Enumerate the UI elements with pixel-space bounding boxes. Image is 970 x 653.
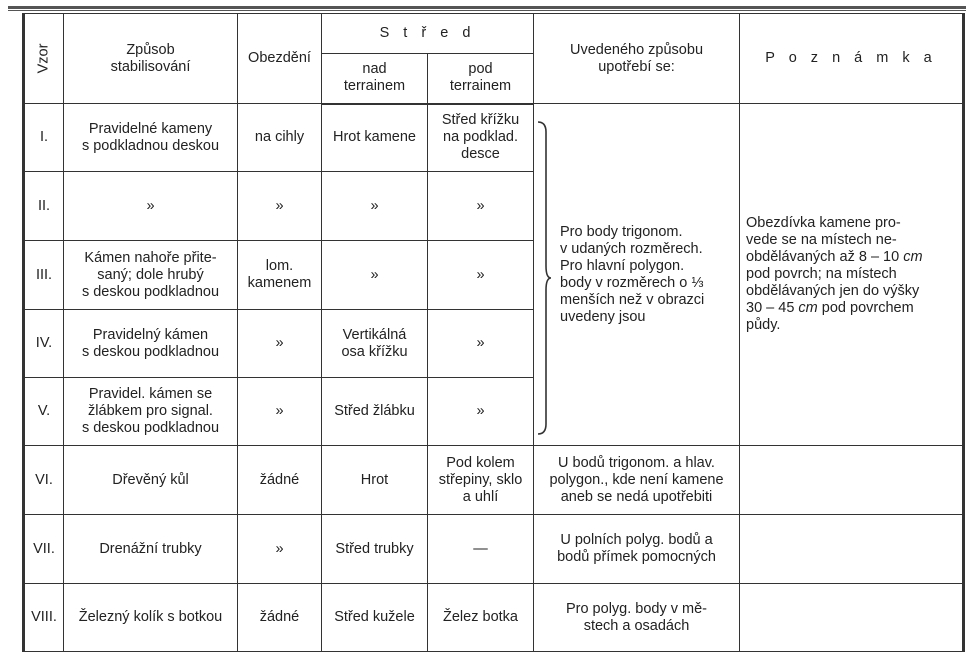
header-stred: S t ř e d — [322, 14, 534, 54]
cell-vzor: IV. — [24, 310, 64, 378]
cell-stred-nad: » — [322, 172, 428, 241]
cell-uziti-group — [534, 104, 740, 446]
table-row — [24, 446, 964, 515]
cell-obezdeni: na cihly — [238, 104, 322, 172]
header-pod: pod terrainem — [428, 54, 534, 104]
cell-vzor: VIII. — [24, 584, 64, 652]
cell-obezdeni: žádné — [238, 446, 322, 515]
cell-obezdeni: » — [238, 172, 322, 241]
cell-zpusob: Dřevěný kůl — [64, 446, 238, 515]
cell-vzor: VI. — [24, 446, 64, 515]
cell-stred-nad: Vertikálná osa křížku — [322, 310, 428, 378]
cell-stred-nad: » — [322, 241, 428, 310]
cell-stred-pod: » — [428, 172, 534, 241]
cell-uziti: U bodů trigonom. a hlav. polygon., kde není kamene aneb se nedá upotřebiti — [534, 446, 740, 515]
header-nad: nad terrainem — [322, 54, 428, 104]
cell-stred-pod: » — [428, 241, 534, 310]
cell-poznamka — [740, 515, 964, 584]
cell-stred-nad: Hrot kamene — [322, 104, 428, 172]
cell-zpusob: Železný kolík s botkou — [64, 584, 238, 652]
top-rule-thin — [8, 10, 966, 11]
cell-zpusob: » — [64, 172, 238, 241]
cell-poznamka — [740, 446, 964, 515]
cell-zpusob: Pravidel. kámen se žlábkem pro signal. s deskou podkladnou — [64, 378, 238, 446]
uziti-group-text: Pro body trigonom. v udaných rozměrech. Pro hlavní polygon. body v rozměrech o ⅓ menších než v obrazci uvedeny jsou — [560, 223, 705, 325]
header-vzor: Vzor — [24, 14, 64, 104]
cell-zpusob: Kámen nahoře přite- saný; dole hrubý s deskou podkladnou — [64, 241, 238, 310]
stabilisation-table — [22, 13, 965, 652]
table-row — [24, 584, 964, 652]
cell-stred-nad: Střed kužele — [322, 584, 428, 652]
top-rule — [8, 6, 966, 9]
cell-vzor: I. — [24, 104, 64, 172]
cell-stred-nad: Střed žlábku — [322, 378, 428, 446]
cell-stred-pod: Střed křížku na podklad. desce — [428, 104, 534, 172]
cell-vzor: II. — [24, 172, 64, 241]
cell-stred-pod: — — [428, 515, 534, 584]
cell-obezdeni: » — [238, 515, 322, 584]
cell-stred-nad: Hrot — [322, 446, 428, 515]
cell-poznamka — [740, 584, 964, 652]
cell-stred-pod: » — [428, 378, 534, 446]
table-row — [24, 515, 964, 584]
cell-uziti: U polních polyg. bodů a bodů přímek pomocných — [534, 515, 740, 584]
curly-brace-icon — [536, 120, 552, 436]
cell-zpusob: Pravidelné kameny s podkladnou deskou — [64, 104, 238, 172]
header-obezdeni: Obezdění — [238, 14, 322, 104]
cell-zpusob: Drenážní trubky — [64, 515, 238, 584]
cell-obezdeni: žádné — [238, 584, 322, 652]
cell-vzor: VII. — [24, 515, 64, 584]
cell-poznamka-group: Obezdívka kamene pro- vede se na místech ne- obdělávaných až 8 – 10 cm pod povrch; na místech obdělávaných jen do výšky 30 – 45 cm pod povrchem půdy. — [740, 104, 964, 446]
table-row — [24, 104, 964, 172]
header-poznamka: P o z n á m k a — [740, 14, 964, 104]
cell-stred-nad: Střed trubky — [322, 515, 428, 584]
header-zpusob: Způsob stabilisování — [64, 14, 238, 104]
cell-obezdeni: lom. kamenem — [238, 241, 322, 310]
cell-vzor: V. — [24, 378, 64, 446]
header-uvedeneho: Uvedeného způsobu upotřebí se: — [534, 14, 740, 104]
cell-stred-pod: Želez botka — [428, 584, 534, 652]
cell-obezdeni: » — [238, 378, 322, 446]
cell-stred-pod: » — [428, 310, 534, 378]
cell-stred-pod: Pod kolem střepiny, sklo a uhlí — [428, 446, 534, 515]
cell-uziti: Pro polyg. body v mě- stech a osadách — [534, 584, 740, 652]
cell-zpusob: Pravidelný kámen s deskou podkladnou — [64, 310, 238, 378]
cell-obezdeni: » — [238, 310, 322, 378]
cell-vzor: III. — [24, 241, 64, 310]
